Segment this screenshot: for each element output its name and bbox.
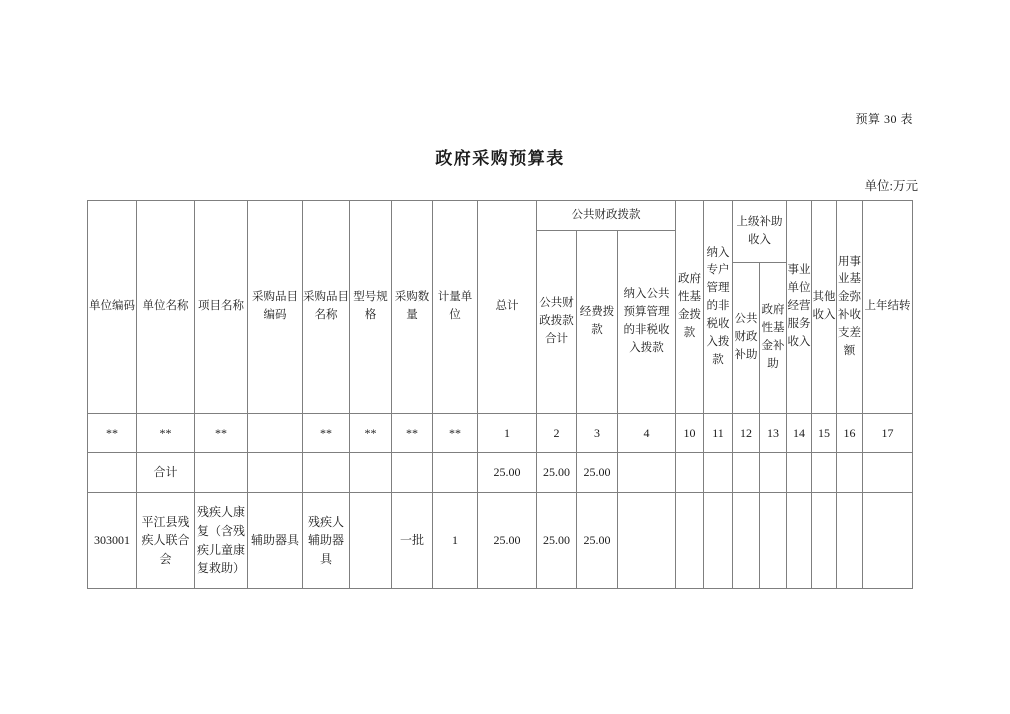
cell-project-name (195, 453, 248, 493)
cell-total: 25.00 (478, 493, 537, 589)
cell-carryover (863, 493, 913, 589)
header-public-finance-group: 公共财政拨款 (537, 201, 676, 231)
cell-public-finance-total: 25.00 (537, 453, 577, 493)
cell-item-name: 残疾人辅助器具 (303, 493, 350, 589)
cell-nontax-special-account (704, 493, 733, 589)
index-cell: ** (392, 414, 433, 453)
index-cell: 12 (733, 414, 760, 453)
header-quantity: 采购数量 (392, 201, 433, 414)
index-cell: 11 (704, 414, 733, 453)
cell-model-spec (350, 493, 392, 589)
cell-fund-balance (837, 453, 863, 493)
index-cell: ** (137, 414, 195, 453)
unit-of-measure-label: 单位:万元 (864, 179, 918, 193)
index-cell: 13 (760, 414, 787, 453)
cell-nontax-public-budget (618, 493, 676, 589)
cell-other-income (812, 453, 837, 493)
index-cell: 4 (618, 414, 676, 453)
header-public-finance-total: 公共财政拨款合计 (537, 231, 577, 414)
cell-funds-appropriation: 25.00 (577, 493, 618, 589)
cell-nontax-special-account (704, 453, 733, 493)
header-nontax-public-budget: 纳入公共预算管理的非税收入拨款 (618, 231, 676, 414)
cell-unit-code (88, 453, 137, 493)
index-cell: ** (195, 414, 248, 453)
cell-fund-balance (837, 493, 863, 589)
form-number-label: 预算 30 表 (855, 112, 913, 126)
cell-public-finance-subsidy (733, 493, 760, 589)
cell-operating-income (787, 453, 812, 493)
table-row-total (88, 453, 913, 493)
index-cell: ** (350, 414, 392, 453)
header-row-1 (88, 201, 913, 231)
cell-total: 25.00 (478, 453, 537, 493)
cell-public-finance-subsidy (733, 453, 760, 493)
page-title: 政府采购预算表 (435, 149, 565, 168)
cell-measure-unit (433, 453, 478, 493)
index-cell: 16 (837, 414, 863, 453)
cell-other-income (812, 493, 837, 589)
cell-unit-name: 合计 (137, 453, 195, 493)
cell-gov-fund-subsidy (760, 493, 787, 589)
header-public-finance-subsidy: 公共财政补助 (733, 263, 760, 414)
index-cell: ** (88, 414, 137, 453)
index-cell: 15 (812, 414, 837, 453)
index-cell (248, 414, 303, 453)
header-unit-code: 单位编码 (88, 201, 137, 414)
procurement-budget-table (87, 200, 913, 589)
header-item-name: 采购品目名称 (303, 201, 350, 414)
cell-public-finance-total: 25.00 (537, 493, 577, 589)
cell-carryover (863, 453, 913, 493)
index-cell: 2 (537, 414, 577, 453)
cell-measure-unit: 1 (433, 493, 478, 589)
header-item-code: 采购品目编码 (248, 201, 303, 414)
header-funds-appropriation: 经费拨款 (577, 231, 618, 414)
header-other-income: 其他收入 (812, 201, 837, 414)
header-nontax-special-account: 纳入专户管理的非税收入拨款 (704, 201, 733, 414)
header-unit-name: 单位名称 (137, 201, 195, 414)
table-row-303001 (88, 493, 913, 589)
index-cell: 17 (863, 414, 913, 453)
index-cell: 1 (478, 414, 537, 453)
cell-item-code (248, 453, 303, 493)
header-operating-income: 事业单位经营服务收入 (787, 201, 812, 414)
header-measure-unit: 计量单位 (433, 201, 478, 414)
cell-gov-fund (676, 453, 704, 493)
cell-funds-appropriation: 25.00 (577, 453, 618, 493)
header-fund-balance: 用事业基金弥补收支差额 (837, 201, 863, 414)
header-gov-fund: 政府性基金拨款 (676, 201, 704, 414)
cell-item-code: 辅助器具 (248, 493, 303, 589)
cell-nontax-public-budget (618, 453, 676, 493)
cell-item-name (303, 453, 350, 493)
cell-quantity: 一批 (392, 493, 433, 589)
cell-gov-fund-subsidy (760, 453, 787, 493)
header-superior-subsidy-group: 上级补助收入 (733, 201, 787, 263)
cell-project-name: 残疾人康复（含残疾儿童康复救助） (195, 493, 248, 589)
header-total: 总计 (478, 201, 537, 414)
index-cell: 3 (577, 414, 618, 453)
index-cell: ** (433, 414, 478, 453)
index-cell: 14 (787, 414, 812, 453)
cell-gov-fund (676, 493, 704, 589)
cell-operating-income (787, 493, 812, 589)
header-model-spec: 型号规格 (350, 201, 392, 414)
cell-quantity (392, 453, 433, 493)
column-index-row (88, 414, 913, 453)
header-gov-fund-subsidy: 政府性基金补助 (760, 263, 787, 414)
index-cell: ** (303, 414, 350, 453)
header-project-name: 项目名称 (195, 201, 248, 414)
cell-unit-code: 303001 (88, 493, 137, 589)
header-carryover: 上年结转 (863, 201, 913, 414)
cell-unit-name: 平江县残疾人联合会 (137, 493, 195, 589)
index-cell: 10 (676, 414, 704, 453)
cell-model-spec (350, 453, 392, 493)
